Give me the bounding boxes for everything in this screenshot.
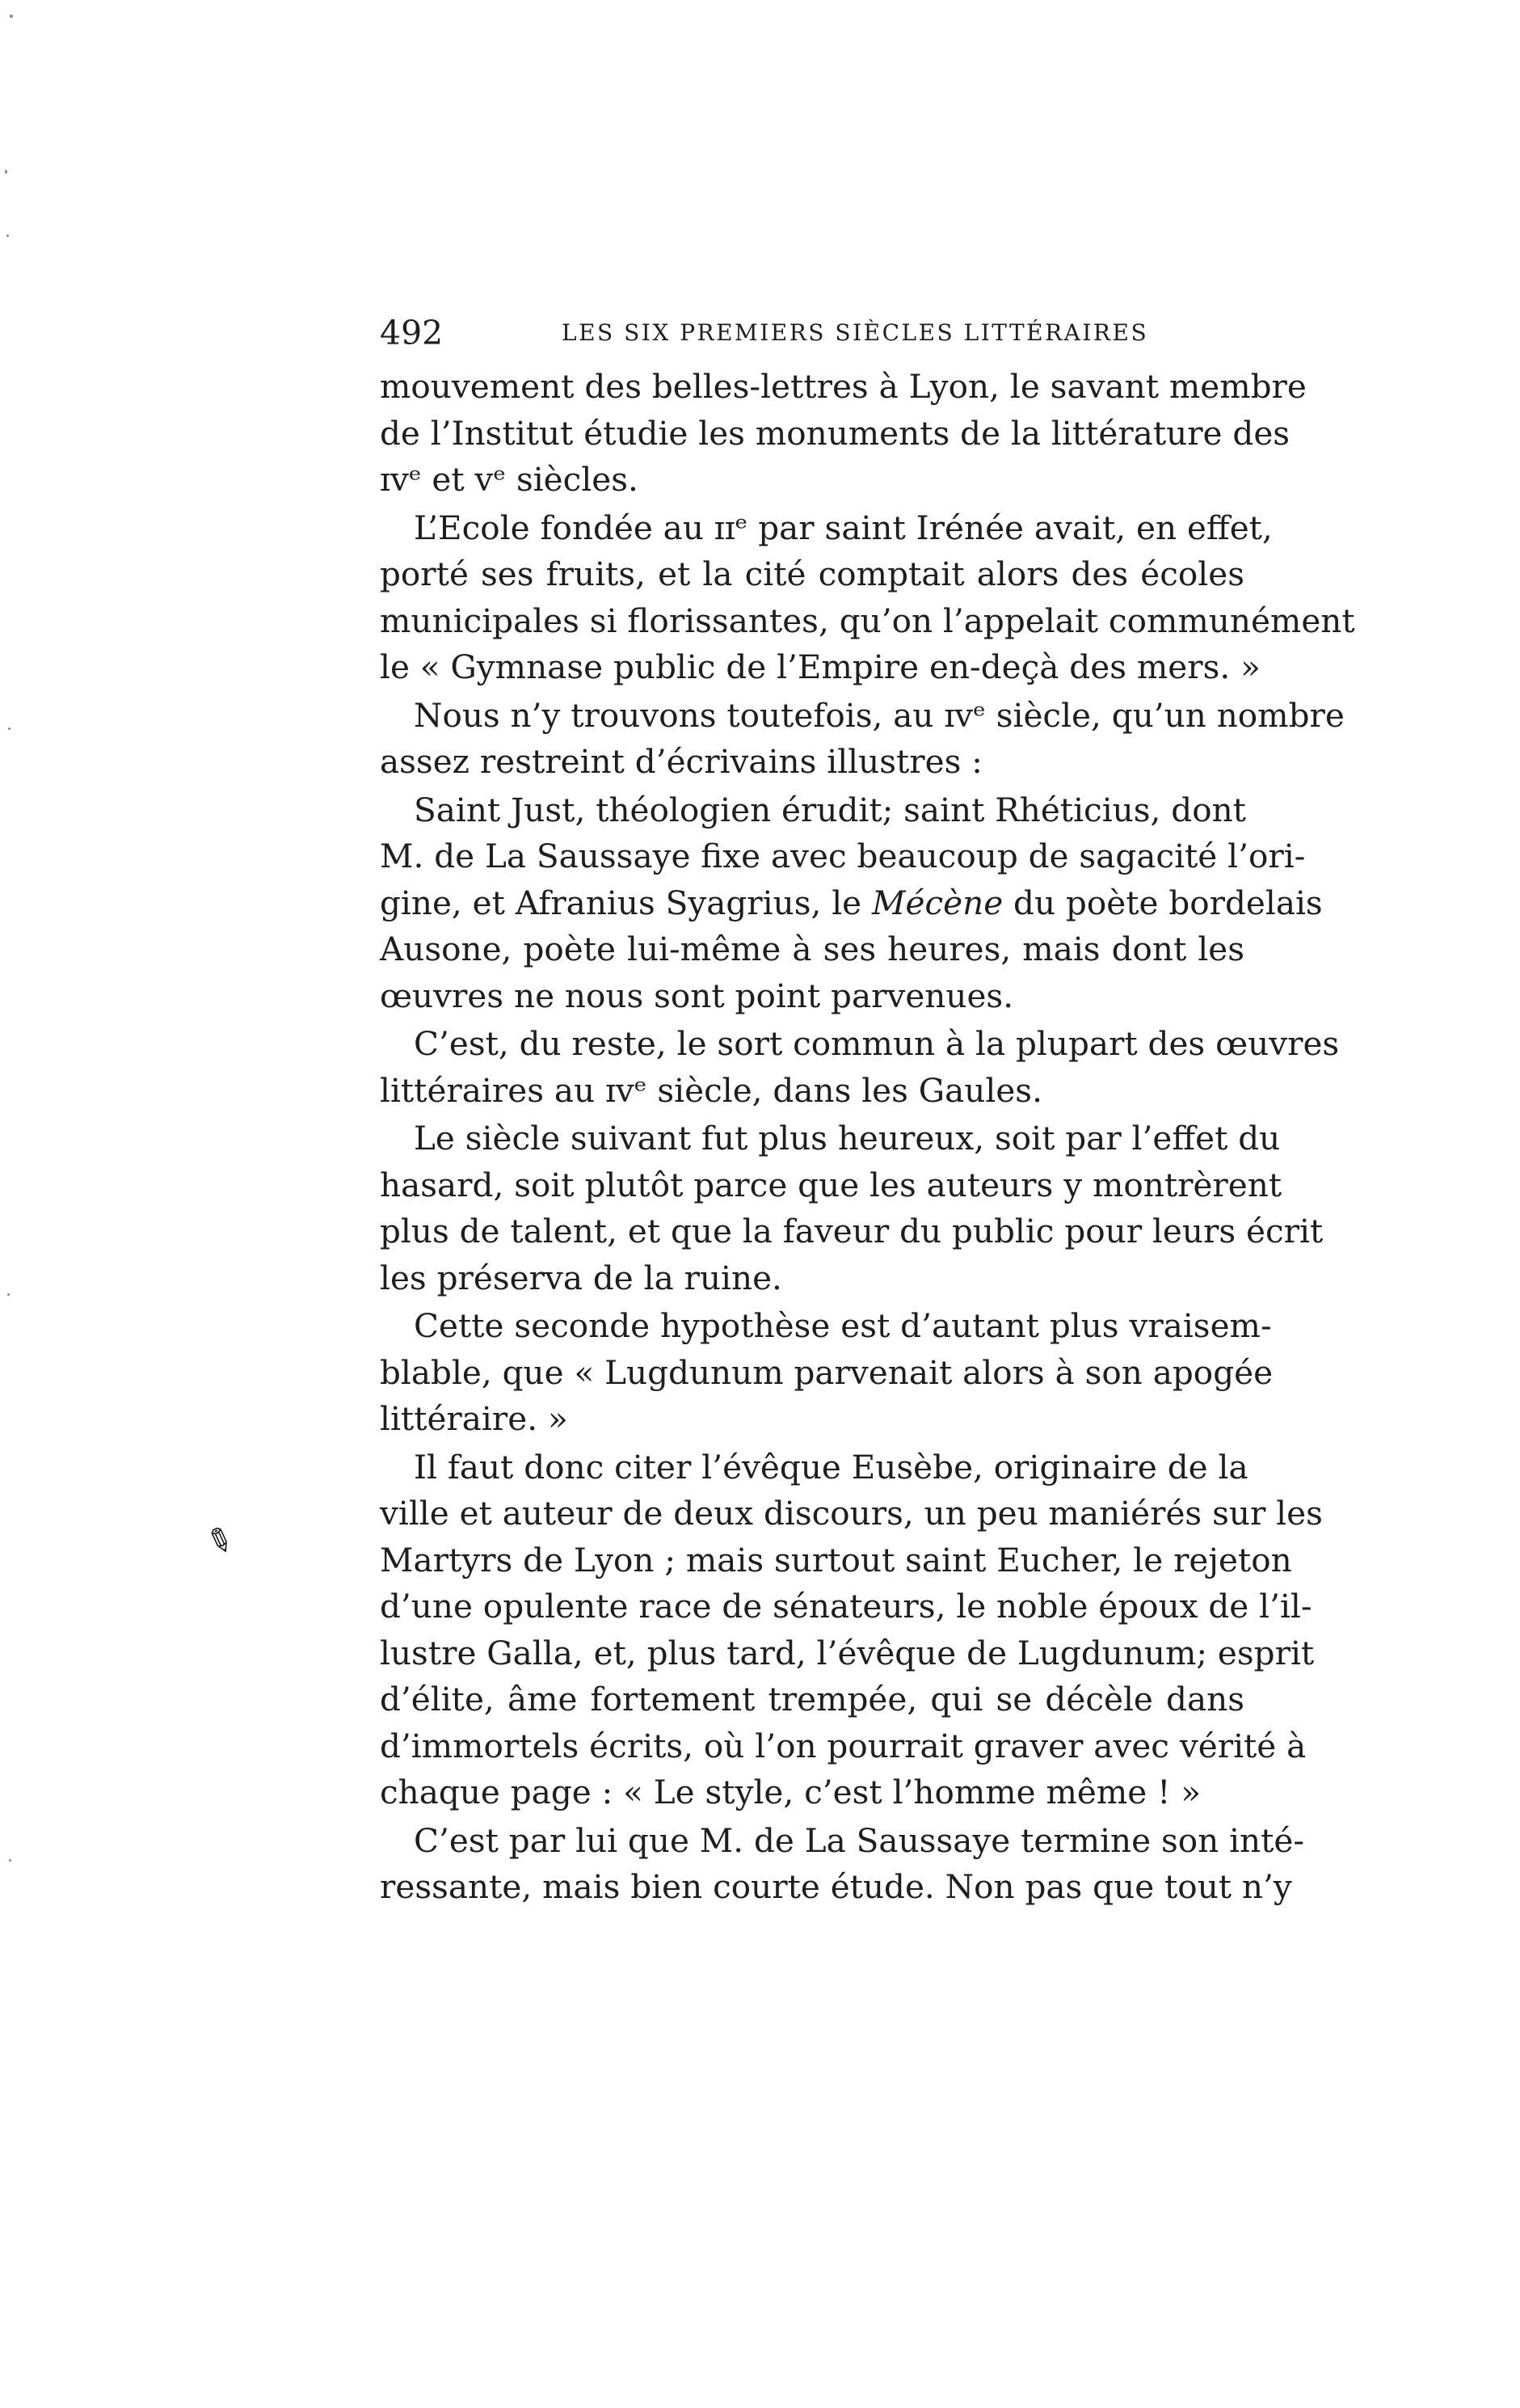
margin-pen-mark: ✎ — [200, 1519, 239, 1564]
text-line: assez restreint d’écrivains illustres : — [380, 742, 983, 781]
text-line: œuvres ne nous sont point parvenues. — [380, 976, 1014, 1015]
running-title: LES SIX PREMIERS SIÈCLES LITTÉRAIRES — [562, 319, 1149, 346]
scan-speck — [10, 15, 13, 18]
text-line: hasard, soit plutôt parce que les auteurs y montrèrent — [380, 1165, 1282, 1204]
text-line: Ausone, poète lui-même à ses heures, mais dont les — [380, 930, 1244, 968]
text-line: Nous n’y trouvons toutefois, au ɪᴠᵉ siècle, qu’un nombre — [414, 695, 1345, 735]
text-line: d’immortels écrits, où l’on pourrait graver avec vérité à — [380, 1726, 1307, 1765]
paragraph — [380, 1021, 1340, 1114]
text-line: ressante, mais bien courte étude. Non pas que tout n’y — [380, 1867, 1292, 1906]
text-line: Saint Just, théologien érudit; saint Rhéticius, dont — [414, 790, 1246, 829]
paragraph — [380, 1115, 1324, 1301]
paragraph — [380, 1818, 1305, 1911]
paragraph — [380, 693, 1345, 786]
paragraph — [380, 787, 1323, 1020]
scan-speck — [5, 170, 7, 174]
text-line: Il faut donc citer l’évêque Eusèbe, originaire de la — [414, 1447, 1248, 1487]
scan-speck — [8, 727, 11, 730]
text-segment: du poète bordelais — [1013, 883, 1323, 922]
text-line: le « Gymnase public de l’Empire en-deçà des mers. » — [380, 647, 1261, 686]
text-line: littéraires au ɪᴠᵉ siècle, dans les Gaules. — [380, 1070, 1042, 1110]
text-line: chaque page : « Le style, c’est l’homme même ! » — [380, 1773, 1202, 1811]
body-text — [380, 364, 1355, 1912]
paragraph — [380, 364, 1307, 504]
scan-speck — [7, 1293, 10, 1296]
text-line: lustre Galla, et, plus tard, l’évêque de Lugdunum; esprit — [380, 1633, 1315, 1672]
paragraph — [380, 505, 1355, 691]
text-line: littéraire. » — [380, 1399, 568, 1438]
running-header — [380, 309, 1253, 357]
text-line: plus de talent, et que la faveur du public pour leurs écrit — [380, 1212, 1324, 1250]
scan-speck — [9, 1859, 11, 1862]
text-line: Cette seconde hypothèse est d’autant plus vraisem- — [414, 1306, 1272, 1345]
paragraph — [380, 1444, 1323, 1816]
text-line: C’est, du reste, le sort commun à la plupart des œuvres — [414, 1024, 1340, 1063]
text-line: L’Ecole fondée au ɪɪᵉ par saint Irénée avait, en effet, — [414, 508, 1273, 547]
text-line: Le siècle suivant fut plus heureux, soit par l’effet du — [414, 1119, 1281, 1158]
text-line: les préserva de la ruine. — [380, 1258, 782, 1297]
paragraph — [380, 1303, 1274, 1443]
text-line: blable, que « Lugdunum parvenait alors à son apogée — [380, 1352, 1274, 1392]
page-number: 492 — [380, 314, 444, 352]
text-line: d’élite, âme fortement trempée, qui se décèle dans — [380, 1680, 1244, 1718]
text-line: Martyrs de Lyon ; mais surtout saint Eucher, le rejeton — [380, 1540, 1292, 1579]
text-line: d’une opulente race de sénateurs, le noble époux de l’il- — [380, 1587, 1312, 1626]
text-line: M. de La Saussaye fixe avec beaucoup de sagacité l’ori- — [380, 837, 1306, 875]
scan-speck — [6, 234, 9, 237]
text-segment: gine, et Afranius Syagrius, le — [380, 883, 862, 922]
text-line: municipales si florissantes, qu’on l’appelait communément — [380, 601, 1355, 640]
text-line: porté ses fruits, et la cité comptait alors des écoles — [380, 555, 1244, 593]
text-line: de l’Institut étudie les monuments de la littérature des — [380, 413, 1291, 453]
text-line: ɪᴠᵉ et ᴠᵉ siècles. — [380, 460, 638, 499]
text-line: mouvement des belles-lettres à Lyon, le savant membre — [380, 367, 1307, 406]
italic-word: Mécène — [872, 883, 1004, 922]
text-line — [380, 880, 1323, 927]
text-line: ville et auteur de deux discours, un peu maniérés sur les — [380, 1494, 1323, 1533]
text-line: C’est par lui que M. de La Saussaye termine son inté- — [414, 1820, 1305, 1860]
